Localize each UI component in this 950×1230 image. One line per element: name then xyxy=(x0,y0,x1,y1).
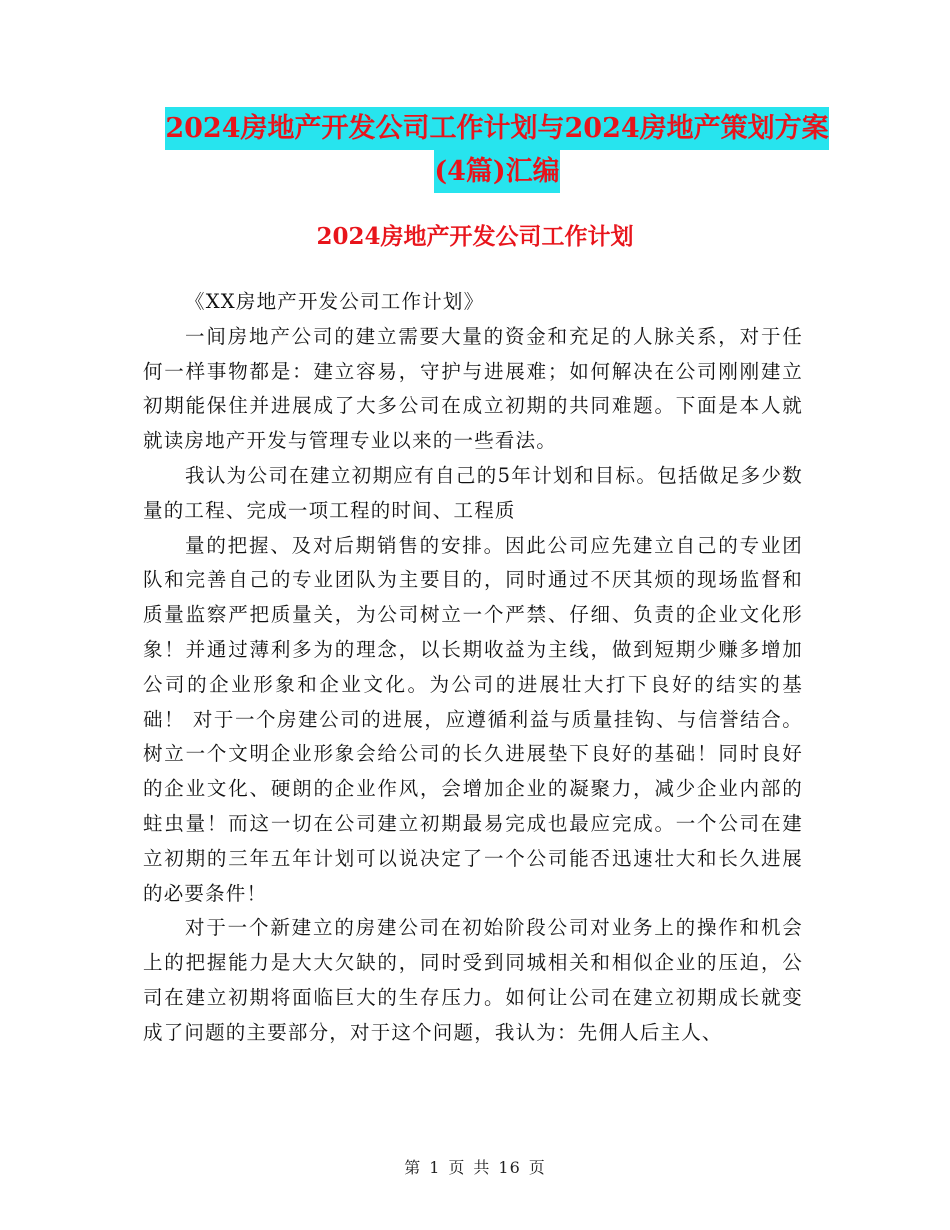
paragraph: 《XX房地产开发公司工作计划》 xyxy=(185,290,485,313)
footer-total-label: 共 xyxy=(473,1158,491,1177)
section-heading: 2024房地产开发公司工作计划 xyxy=(316,223,634,250)
footer-total-pages: 16 xyxy=(498,1158,521,1177)
document-body xyxy=(143,285,803,1051)
document-title xyxy=(0,115,950,142)
page-footer xyxy=(0,1155,950,1178)
document-title-continued xyxy=(0,158,950,185)
footer-total-unit: 页 xyxy=(528,1158,546,1177)
document-title-line-2: (4篇)汇编 xyxy=(434,150,559,193)
document-title-line-1: 2024房地产开发公司工作计划与2024房地产策划方案 xyxy=(165,107,828,150)
footer-page-unit: 页 xyxy=(448,1158,466,1177)
paragraph: 我认为公司在建立初期应有自己的5年计划和目标。包括做足多少数量的工程、完成一项工程的时间、工程质 xyxy=(143,463,803,522)
footer-page-label: 第 xyxy=(404,1158,422,1177)
footer-page-number: 1 xyxy=(429,1158,441,1177)
paragraph: 对于一个新建立的房建公司在初始阶段公司对业务上的操作和机会上的把握能力是大大欠缺的，同时受到同城相关和相似企业的压迫，公司在建立初期将面临巨大的生存压力。如何让公司在建立初期成长就变成了问题的主要部分，对于这个问题，我认为：先佣人后主人、 xyxy=(143,916,803,1044)
paragraph: 量的把握、及对后期销售的安排。因此公司应先建立自己的专业团队和完善自己的专业团队为主要目的，同时通过不厌其烦的现场监督和质量监察严把质量关，为公司树立一个严禁、仔细、负责的企业文化形象！并通过薄利多为的理念，以长期收益为主线，做到短期少赚多增加公司的企业形象和企业文化。为公司的进展壮大打下良好的结实的基础！ 对于一个房建公司的进展，应遵循利益与质量挂钩、与信誉结合。树立一个文明企业形象会给公司的长久进展垫下良好的基础！同时良好的企业文化、硬朗的企业作风，会增加企业的凝聚力，减少企业内部的蛀虫量！而这一切在公司建立初期最易完成也最应完成。一个公司在建立初期的三年五年计划可以说决定了一个公司能否迅速壮大和长久进展的必要条件！ xyxy=(143,533,803,905)
paragraph: 一间房地产公司的建立需要大量的资金和充足的人脉关系，对于任何一样事物都是：建立容易，守护与进展难；如何解决在公司刚刚建立初期能保住并进展成了大多公司在成立初期的共同难题。下面是本人就就读房地产开发与管理专业以来的一些看法。 xyxy=(143,324,803,453)
